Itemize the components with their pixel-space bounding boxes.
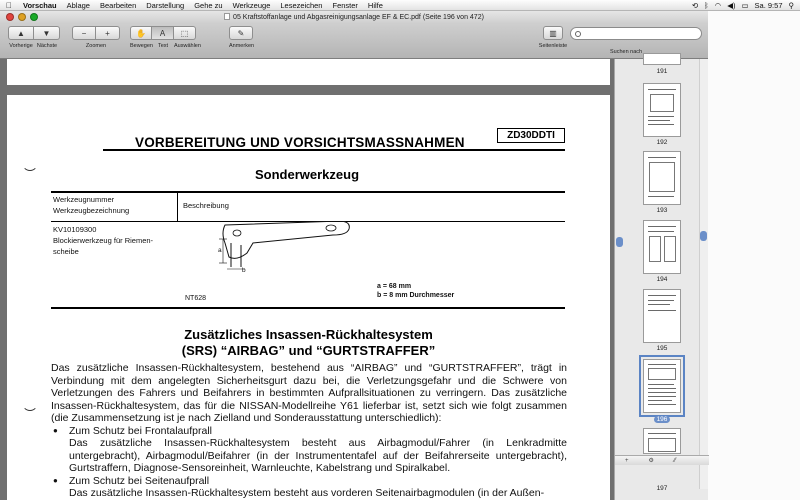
dimension-b-marker: b — [242, 267, 246, 274]
battery-icon[interactable]: ▭ — [741, 0, 749, 10]
add-icon[interactable]: + — [625, 457, 629, 464]
spotlight-icon[interactable]: ⚲ — [788, 0, 794, 10]
thumbnail-page-195[interactable] — [643, 289, 681, 343]
preview-window — [0, 11, 708, 500]
sidebar-toggle-button[interactable] — [543, 26, 563, 40]
menu-app-vorschau[interactable]: Vorschau — [23, 0, 57, 10]
thumbnail-number: 192 — [656, 139, 668, 146]
tool-number: KV10109300 — [53, 225, 97, 234]
table-rule — [51, 191, 565, 193]
nav-group — [8, 26, 60, 49]
move-tool-button[interactable] — [130, 26, 152, 40]
menu-bearbeiten[interactable]: Bearbeiten — [99, 0, 137, 10]
window-title-wrap — [0, 13, 708, 21]
wifi-icon[interactable]: ◠ — [714, 0, 722, 10]
bullet-frontal — [51, 425, 567, 475]
bullet-side-text: Das zusätzliche Insassen-Rückhaltesystem besteht aus vorderen Seitenairbagmodulen (in der Außen- — [69, 487, 545, 499]
sidebar-left-resize-handle[interactable] — [616, 237, 623, 247]
menu-werkzeuge[interactable]: Werkzeuge — [232, 0, 271, 10]
pdf-document-icon — [224, 13, 230, 20]
menu-clock[interactable]: Sa. 9:57 — [754, 0, 783, 10]
pulley-holder-tool-drawing — [201, 221, 371, 276]
dimension-a-marker: a — [218, 247, 222, 254]
thumbnail-number: 193 — [656, 207, 668, 214]
selection-icon: ⬚ — [180, 28, 189, 38]
page-heading: VORBEREITUNG UND VORSICHTSMASSNAHMEN — [135, 135, 465, 150]
scroll-thumb[interactable] — [700, 231, 707, 241]
minus-icon: − — [81, 28, 87, 38]
window-title: 05 Kraftstoffanlage und Abgasreinigungsanlage EF & EC.pdf (Seite 196 von 472) — [233, 14, 484, 21]
plus-icon: + — [105, 28, 110, 38]
menu-hilfe[interactable]: Hilfe — [367, 0, 383, 10]
search-input[interactable] — [584, 30, 694, 37]
search-icon — [575, 31, 581, 37]
sidebar-scrollbar[interactable] — [699, 59, 708, 489]
figure-code: NT628 — [185, 295, 207, 302]
next-page-button[interactable] — [34, 26, 60, 40]
thumbnail-page-191[interactable] — [643, 53, 681, 65]
table-rule — [51, 307, 565, 309]
thumbnail-number: 197 — [656, 485, 668, 492]
volume-icon[interactable]: ◀) — [727, 0, 736, 10]
thumbnail-number-selected: 196 — [615, 416, 709, 423]
dimension-b: b = 8 mm Durchmesser — [377, 292, 455, 299]
search-label: Suchen nach — [610, 49, 643, 55]
menu-extras — [692, 1, 800, 10]
move-label: Bewegen — [130, 43, 153, 49]
annotate-button[interactable] — [229, 26, 253, 40]
previous-page-button[interactable] — [8, 26, 34, 40]
resize-grip-icon[interactable]: ⁄⁄ — [673, 457, 676, 464]
sidebar-footer — [615, 455, 709, 465]
next-label: Nächste — [36, 43, 58, 49]
menu-gehe-zu[interactable]: Gehe zu — [194, 0, 223, 10]
col1-header-line2: Werkzeugbezeichnung — [53, 206, 130, 215]
tool-name-line1: Blockierwerkzeug für Riemen- — [53, 236, 154, 245]
toolbar — [0, 23, 708, 59]
table-divider — [177, 191, 178, 221]
annotate-label: Anmerken — [229, 43, 255, 49]
bluetooth-icon[interactable]: ᛒ — [704, 0, 709, 10]
menu-darstellung[interactable]: Darstellung — [146, 0, 185, 10]
thumbnail-number: 191 — [656, 68, 668, 75]
previous-page-bottom — [7, 59, 610, 85]
srs-title-line2: (SRS) “AIRBAG” und “GURTSTRAFFER” — [181, 343, 436, 358]
thumbnail-page-194[interactable] — [643, 220, 681, 274]
model-code-box: ZD30DDTI — [497, 128, 565, 143]
zoom-in-button[interactable] — [96, 26, 120, 40]
dimension-a: a = 68 mm — [377, 283, 412, 290]
title-bar[interactable] — [0, 11, 708, 23]
menu-lesezeichen[interactable]: Lesezeichen — [280, 0, 323, 10]
srs-paragraph: Das zusätzliche Insassen-Rückhaltesystem, bestehend aus “AIRBAG” und “GURTSTRAFFER”, trägt in Verbindung mit dem angelegten Sicherheitsgurt dazu bei, die Verletzungsgefahr und die Schwere von Verletzungen des Fahrers und Beifahrers in bestimmten Aufprallsituationen zu verringern. Das zusätzliche Insassen-Rückhaltesystem, das für die NISSAN-Modellreihe Y61 lieferbar ist, setzt sich wie folgt zusammen (die Zusammensetzung ist je nach Zielland und Sonderausstattung unterschiedlich): — [51, 362, 567, 424]
thumbnail-page-196-selected[interactable] — [643, 359, 681, 413]
special-tool-table — [51, 191, 565, 319]
thumbnail-number: 194 — [656, 276, 668, 283]
hand-icon: ✋ — [136, 28, 146, 38]
settings-icon[interactable]: ⚙ — [648, 458, 654, 464]
zoom-out-button[interactable] — [72, 26, 96, 40]
section-subheading: Sonderwerkzeug — [255, 167, 360, 182]
thumbnail-page-192[interactable] — [643, 83, 681, 137]
select-label: Auswählen — [174, 43, 201, 49]
bullet-frontal-title: ● Zum Schutz bei Frontalaufprall — [69, 424, 212, 437]
zoom-label: Zoomen — [85, 43, 107, 49]
previous-label: Vorherige — [9, 43, 33, 49]
bullet-frontal-text: Das zusätzliche Insassen-Rückhaltesystem besteht aus Airbagmodul/Fahrer (in Lenkradmitte untergebracht), Airbagmodul/Beifahrer (in der Instrumententafel auf der Beifahrerseite untergebracht), Gurtstraffern, Diagnose-Sensoreinheit, Warnleuchte, Kabelstrang und Spiralkabel. — [69, 437, 567, 474]
thumbnail-page-193[interactable] — [643, 151, 681, 205]
bullet-side — [51, 475, 567, 500]
select-tool-button[interactable] — [174, 26, 196, 40]
srs-body-text — [51, 362, 567, 500]
pencil-icon: ✎ — [237, 28, 245, 38]
thumbnail-page-197[interactable] — [643, 428, 681, 454]
tool-group — [130, 26, 201, 49]
text-tool-button[interactable] — [152, 26, 174, 40]
arrow-up-icon: ▲ — [17, 28, 25, 38]
menu-bar — [0, 0, 800, 11]
desktop-background — [708, 11, 800, 500]
annotate-group — [229, 26, 253, 49]
sidebar-label: Seitenleiste — [538, 43, 568, 49]
menu-ablage[interactable]: Ablage — [66, 0, 90, 10]
zoom-group — [72, 26, 120, 49]
menu-fenster[interactable]: Fenster — [332, 0, 358, 10]
search-field[interactable] — [570, 27, 702, 40]
tool-name-line2: scheibe — [53, 247, 79, 256]
col1-header-line1: Werkzeugnummer — [53, 195, 115, 204]
pdf-page[interactable] — [7, 95, 610, 500]
sidebar-icon: ▥ — [549, 28, 557, 38]
apple-menu-icon[interactable] — [0, 1, 18, 10]
sidebar-toggle-group — [538, 26, 568, 49]
punch-hole-mark — [22, 155, 38, 171]
bullet-side-title: ● Zum Schutz bei Seitenaufprall — [69, 474, 210, 487]
thumbnail-sidebar[interactable] — [614, 59, 708, 500]
document-view[interactable] — [0, 59, 622, 500]
heading-rule — [103, 149, 565, 151]
arrow-down-icon: ▼ — [42, 28, 51, 38]
text-label: Text — [157, 43, 169, 49]
punch-hole-mark — [22, 395, 38, 411]
thumbnail-number: 195 — [656, 345, 668, 352]
col2-header: Beschreibung — [183, 201, 229, 210]
text-cursor-icon: A — [159, 28, 166, 38]
time-machine-icon[interactable]: ⟲ — [691, 0, 699, 10]
srs-title-line1: Zusätzliches Insassen-Rückhaltesystem — [184, 327, 433, 342]
